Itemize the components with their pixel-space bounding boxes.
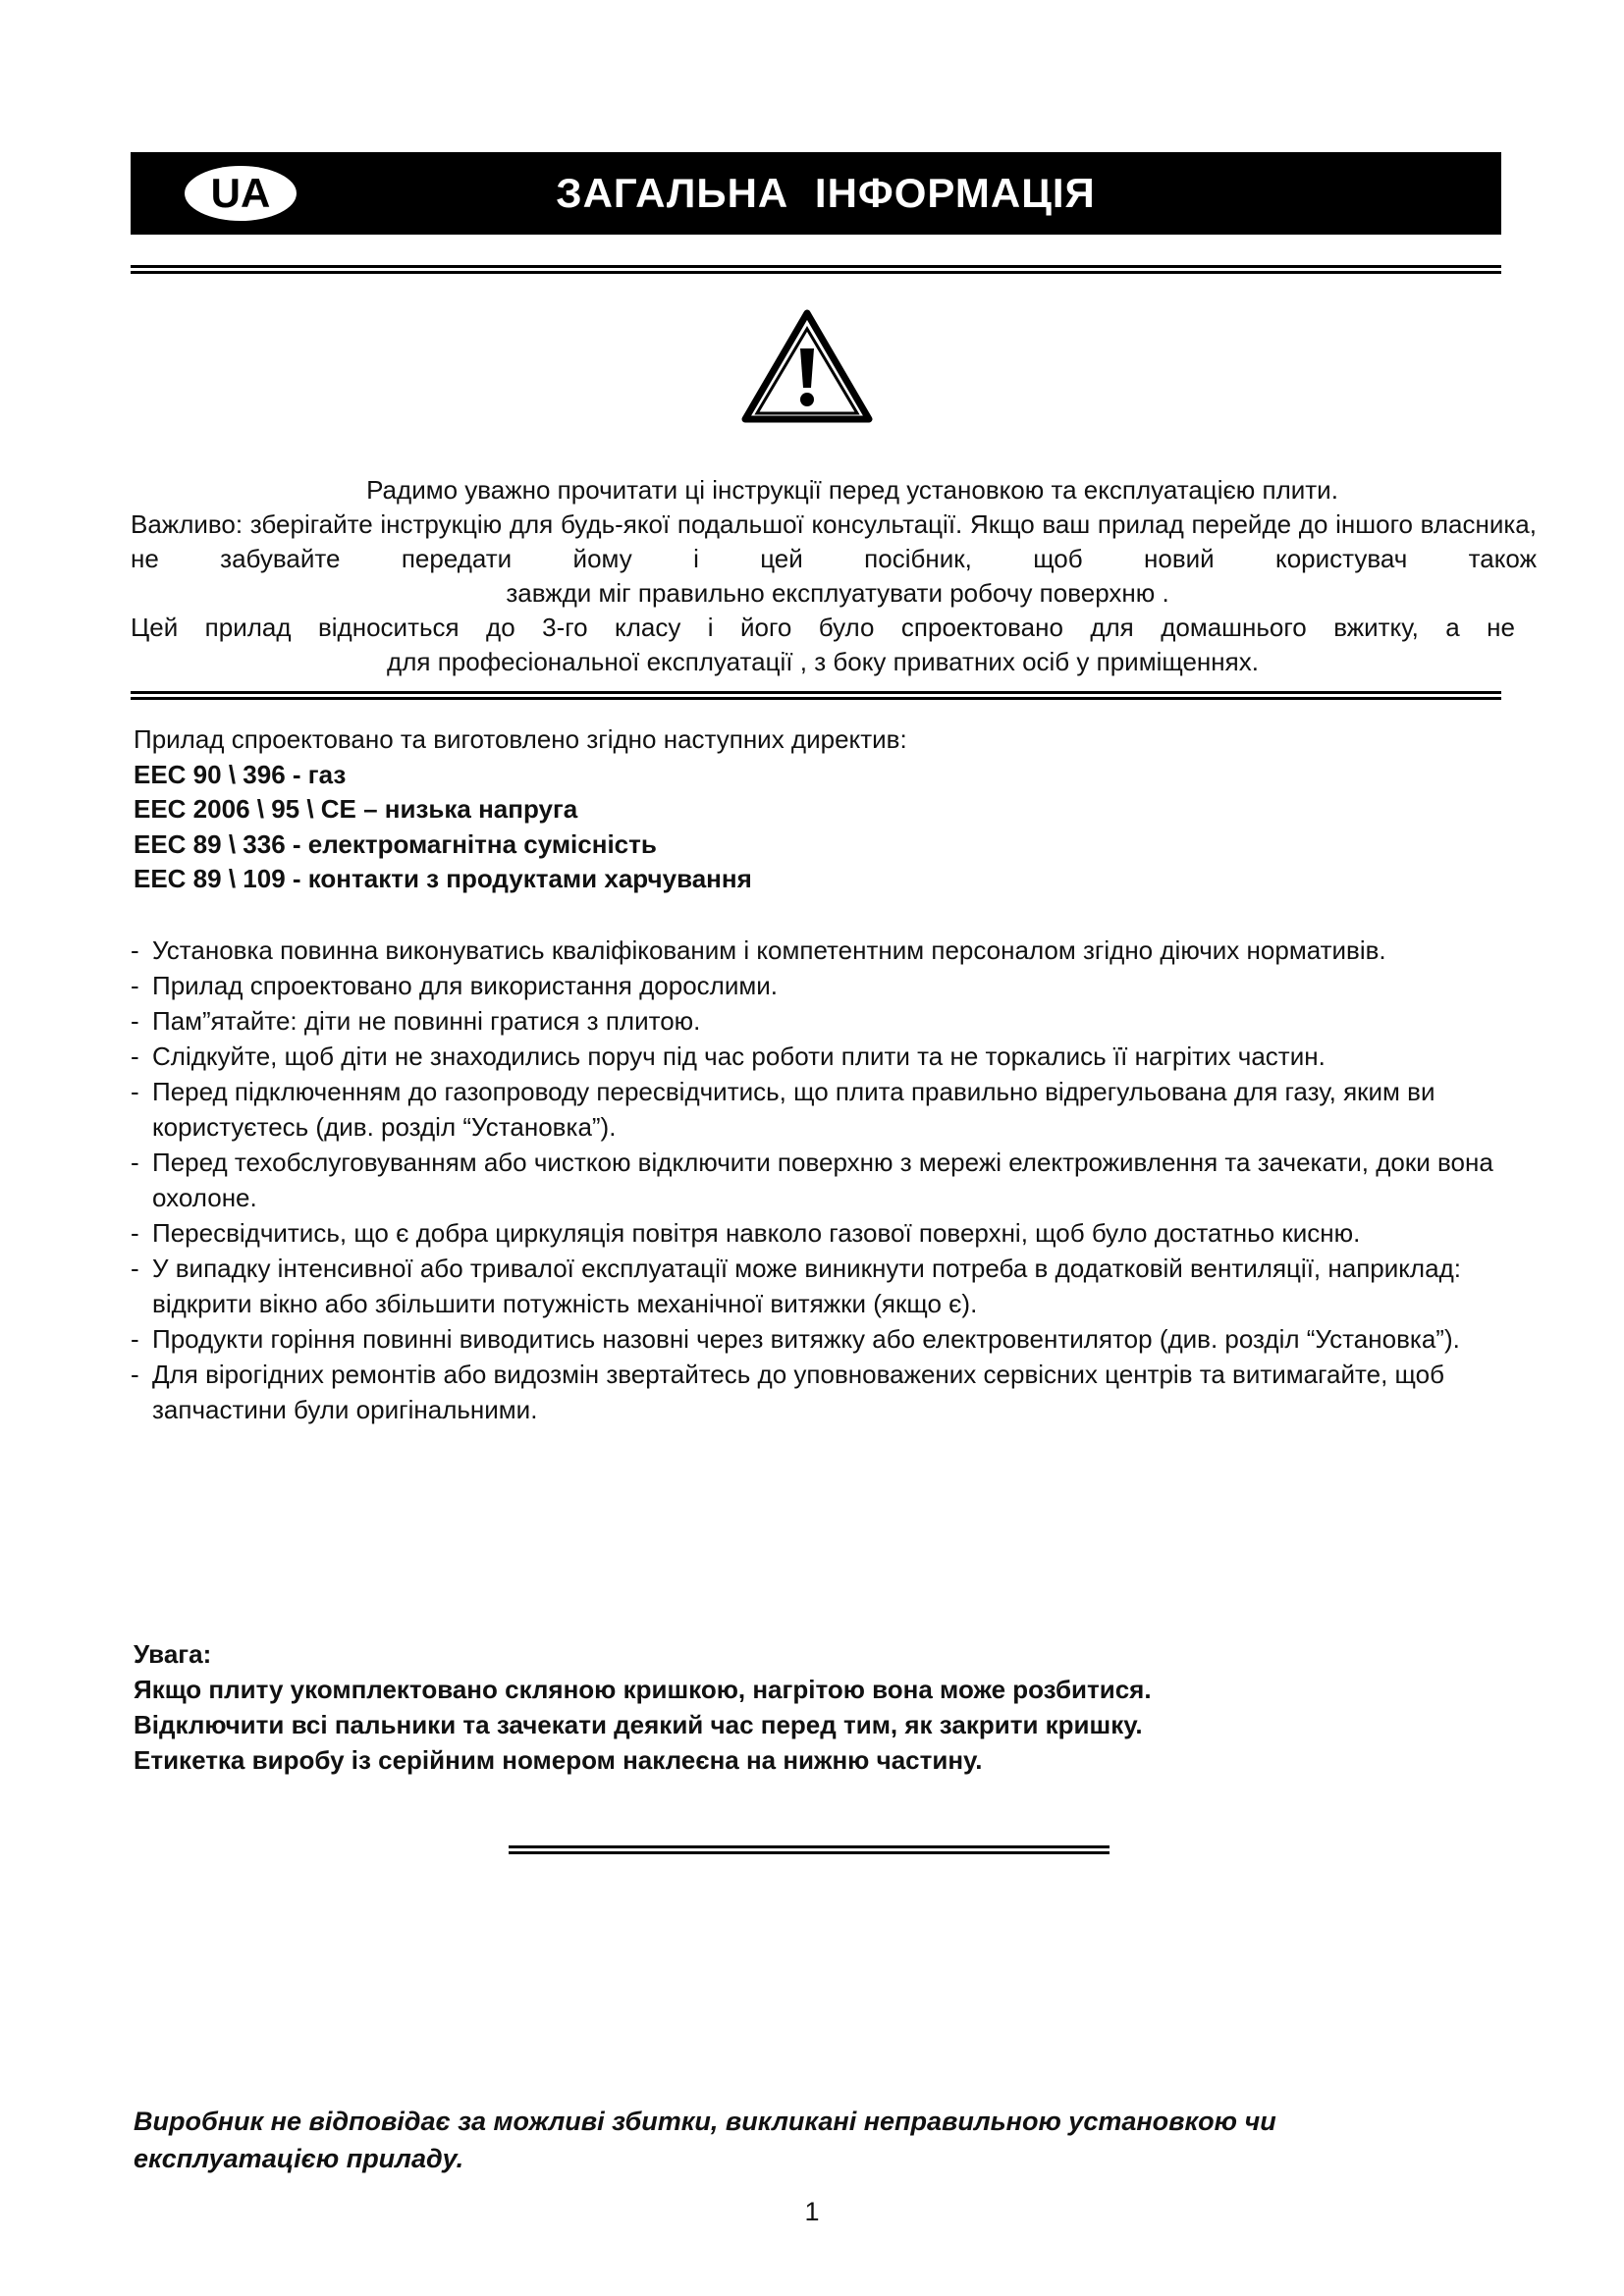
list-item: - У випадку інтенсивної або тривалої експлуатації може виникнути потреба в додатковій вентиляції, наприклад: відкрити вікно або збільшити потужність механічної витяжки (якщо є). [131,1251,1535,1321]
attention-line: Якщо плиту укомплектовано скляною кришкою, нагрітою вона може розбитися. [134,1675,1152,1704]
directive-item: EEC 89 \ 336 - електромагнітна сумісність [134,828,657,859]
safety-list [131,933,1535,1427]
list-item: - Продукти горіння повинні виводитись назовні через витяжку або електровентилятор (див. розділ “Установка”). [131,1321,1535,1357]
attention-title: Увага: [134,1639,212,1669]
intro-text [131,473,1544,679]
intro-paragraph-end: завжди міг правильно експлуатувати робочу поверхню . [506,578,1169,608]
attention-line: Відключити всі пальники та зачекати деякий час перед тим, як закрити кришку. [134,1710,1143,1739]
list-item: - Перед підключенням до газопроводу пересвідчитись, що плита правильно відрегульована для газу, яким ви користуєтесь (див. розділ “Установка”). [131,1074,1535,1145]
section-header [131,152,1501,235]
attention-block [134,1636,1489,1778]
intro-paragraph: Цей прилад відноситься до 3-го класу і його було спроектовано для домашнього вжитку, а не [131,613,1515,642]
disclaimer: Виробник не відповідає за можливі збитки, викликані неправильною установкою чи експлуатацією приладу. [134,2107,1276,2173]
warning-triangle-icon [741,309,873,425]
list-item: - Перед техобслуговуванням або чисткою відключити поверхню з мережі електроживлення та зачекати, доки вона охолоне. [131,1145,1535,1215]
intro-paragraph-end: для професіональної експлуатації , з боку приватних осіб у приміщеннях. [387,647,1259,676]
list-item: - Пам”ятайте: діти не повинні гратися з плитою. [131,1003,1535,1039]
directives-block [134,722,1508,897]
list-item: - Прилад спроектовано для використання дорослими. [131,968,1535,1003]
divider-bottom [509,1845,1110,1854]
directive-item: EEC 90 \ 396 - газ [134,759,347,789]
page-title: ЗАГАЛЬНА ІНФОРМАЦІЯ [556,170,1096,216]
directive-item: EEC 2006 \ 95 \ CE – низька напруга [134,794,578,824]
page-number: 1 [804,2197,820,2226]
intro-paragraph: Важливо: зберігайте інструкцію для будь-якої подальшої консультації. Якщо ваш прилад перейде до іншого власника, не забувайте передати йому і цей посібник, щоб новий користувач також [131,509,1537,573]
intro-line: Радимо уважно прочитати ці інструкції перед установкою та експлуатацією плити. [366,475,1338,505]
list-item: - Слідкуйте, щоб діти не знаходились поруч під час роботи плити та не торкались її нагрітих частин. [131,1039,1535,1074]
directives-intro: Прилад спроектовано та виготовлено згідно наступних директив: [134,724,907,754]
divider-middle [131,691,1501,700]
list-item: - Для вірогідних ремонтів або видозмін звертайтесь до уповноважених сервісних центрів та витимагайте, щоб запчастини були оригінальними. [131,1357,1535,1427]
list-item: - Установка повинна виконуватись кваліфікованим і компетентним персоналом згідно діючих нормативів. [131,933,1535,968]
attention-line: Етикетка виробу із серійним номером наклеєна на нижню частину. [134,1745,983,1775]
divider-top [131,265,1501,274]
language-badge: UA [185,166,297,221]
list-item: - Пересвідчитись, що є добра циркуляція повітря навколо газової поверхні, щоб було достатньо кисню. [131,1215,1535,1251]
directive-item: EEC 89 \ 109 - контакти з продуктами харчування [134,864,752,893]
